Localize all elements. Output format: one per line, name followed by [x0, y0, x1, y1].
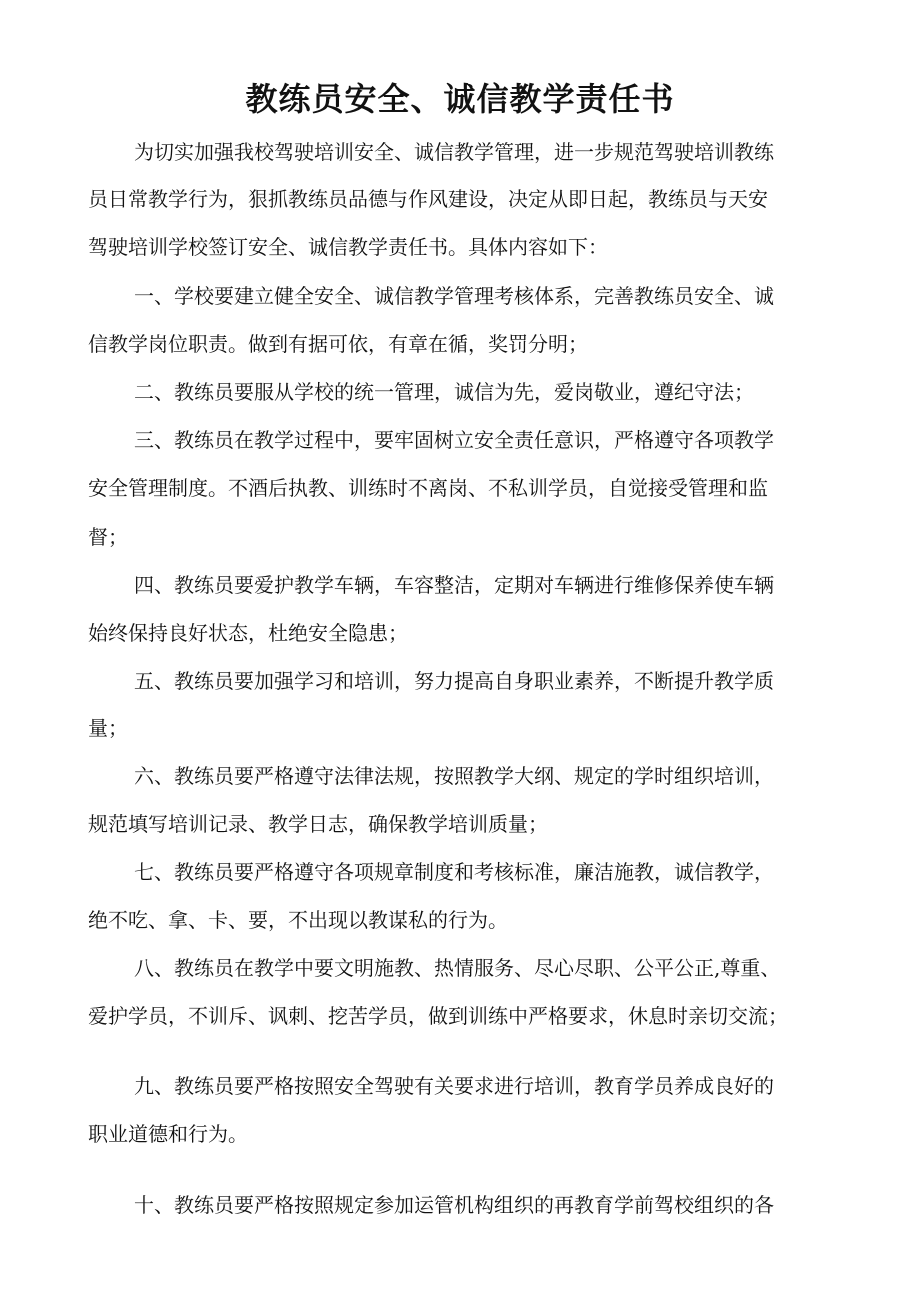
paragraph-line: 十、教练员要严格按照规定参加运管机构组织的再教育学前驾校组织的各	[134, 1193, 774, 1217]
paragraph-line: 绝不吃、拿、卡、要，不出现以教谋私的行为。	[88, 908, 508, 932]
paragraph-line: 始终保持良好状态，杜绝安全隐患；	[88, 621, 408, 645]
paragraph-line: 规范填写培训记录、教学日志，确保教学培训质量；	[88, 812, 548, 836]
paragraph-line: 员日常教学行为，狠抓教练员品德与作风建设，决定从即日起，教练员与天安	[88, 187, 768, 211]
paragraph-line: 五、教练员要加强学习和培训，努力提高自身职业素养，不断提升教学质	[134, 669, 774, 693]
paragraph-line: 二、教练员要服从学校的统一管理，诚信为先，爱岗敬业，遵纪守法；	[134, 380, 754, 404]
paragraph-line: 量；	[88, 716, 128, 740]
paragraph-line: 驾驶培训学校签订安全、诚信教学责任书。具体内容如下：	[88, 235, 608, 259]
paragraph-line: 三、教练员在教学过程中，要牢固树立安全责任意识，严格遵守各项教学	[134, 428, 774, 452]
paragraph-line: 职业道德和行为。	[88, 1122, 248, 1146]
paragraph-line: 督；	[88, 525, 128, 549]
paragraph-line: 为切实加强我校驾驶培训安全、诚信教学管理，进一步规范驾驶培训教练	[134, 140, 774, 164]
paragraph-line: 七、教练员要严格遵守各项规章制度和考核标准，廉洁施教，诚信教学，	[134, 860, 774, 884]
paragraph-line: 安全管理制度。不酒后执教、训练时不离岗、不私训学员，自觉接受管理和监	[88, 476, 768, 500]
paragraph-line: 九、教练员要严格按照安全驾驶有关要求进行培训，教育学员养成良好的	[134, 1074, 774, 1098]
paragraph-line: 四、教练员要爱护教学车辆，车容整洁，定期对车辆进行维修保养使车辆	[134, 573, 774, 597]
paragraph-line: 一、学校要建立健全安全、诚信教学管理考核体系，完善教练员安全、诚	[134, 284, 774, 308]
paragraph-line: 信教学岗位职责。做到有据可依，有章在循，奖罚分明；	[88, 332, 588, 356]
paragraph-line: 八、教练员在教学中要文明施教、热情服务、尽心尽职、公平公正,尊重、	[134, 956, 781, 980]
paragraph-line: 爱护学员，不训斥、讽刺、挖苦学员，做到训练中严格要求，休息时亲切交流；	[88, 1004, 788, 1028]
document-title: 教练员安全、诚信教学责任书	[245, 80, 675, 118]
paragraph-line: 六、教练员要严格遵守法律法规，按照教学大纲、规定的学时组织培训，	[134, 764, 774, 788]
